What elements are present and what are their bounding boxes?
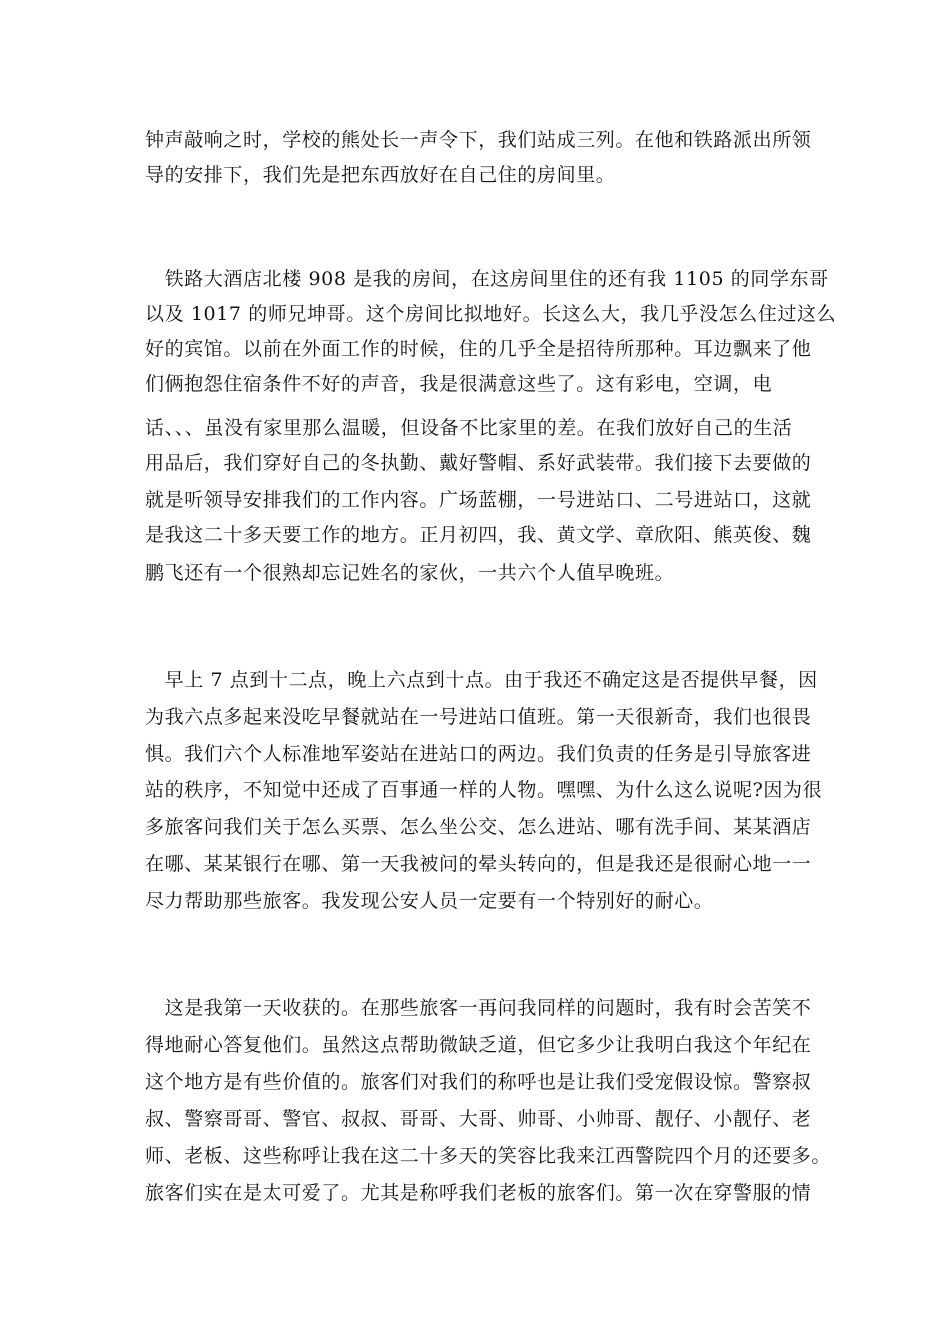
paragraph-2-line-8: 是我这二十多天要工作的地方。正月初四，我、黄文学、章欣阳、熊英俊、魏 <box>145 524 812 546</box>
paragraph-2-line-4: 们俩抱怨住宿条件不好的声音，我是很满意这些了。这有彩电，空调，电 <box>145 373 773 395</box>
paragraph-1-line-1: 钟声敲响之时，学校的熊处长一声令下，我们站成三列。在他和铁路派出所领 <box>145 129 812 151</box>
paragraph-2-line-3: 好的宾馆。以前在外面工作的时候，住的几乎全是招待所那种。耳边飘来了他 <box>145 338 812 360</box>
paragraph-1-line-2: 导的安排下，我们先是把东西放好在自己住的房间里。 <box>145 164 616 186</box>
paragraph-2-line-2: 以及 1017 的师兄坤哥。这个房间比拟地好。长这么大，我几乎没怎么住过这么 <box>145 303 837 325</box>
paragraph-2-line-6: 用品后，我们穿好自己的冬执勤、戴好警帽、系好武装带。我们接下去要做的 <box>145 452 812 474</box>
paragraph-3-line-4: 站的秩序，不知觉中还成了百事通一样的人物。嘿嘿、为什么这么说呢?因为很 <box>145 779 823 801</box>
paragraph-3-line-5: 多旅客问我们关于怎么买票、怎么坐公交、怎么进站、哪有洗手间、某某酒店 <box>145 816 812 838</box>
paragraph-2-line-9: 鹏飞还有一个很熟却忘记姓名的家伙，一共六个人值早晚班。 <box>145 562 675 584</box>
paragraph-2-line-7: 就是听领导安排我们的工作内容。广场蓝棚，一号进站口、二号进站口，这就 <box>145 489 812 511</box>
paragraph-3-line-6: 在哪、某某银行在哪、第一天我被问的晕头转向的，但是我还是很耐心地一一 <box>145 853 812 875</box>
paragraph-4-line-6: 旅客们实在是太可爱了。尤其是称呼我们老板的旅客们。第一次在穿警服的情 <box>145 1182 812 1204</box>
paragraph-3-line-3: 惧。我们六个人标准地军姿站在进站口的两边。我们负责的任务是引导旅客进 <box>145 743 812 765</box>
paragraph-4-line-2: 得地耐心答复他们。虽然这点帮助微缺乏道，但它多少让我明白我这个年纪在 <box>145 1034 812 1056</box>
paragraph-2-line-1: 铁路大酒店北楼 908 是我的房间，在这房间里住的还有我 1105 的同学东哥 <box>145 268 829 290</box>
paragraph-4-line-5: 师、老板、这些称呼让我在这二十多天的笑容比我来江西警院四个月的还要多。 <box>145 1145 832 1167</box>
paragraph-3-line-2: 为我六点多起来没吃早餐就站在一号进站口值班。第一天很新奇，我们也很畏 <box>145 706 812 728</box>
paragraph-4-line-4: 叔、警察哥哥、警官、叔叔、哥哥、大哥、帅哥、小帅哥、靓仔、小靓仔、老 <box>145 1108 812 1130</box>
paragraph-2-line-5: 话、、、虽没有家里那么温暖，但设备不比家里的差。在我们放好自己的生活 <box>145 417 793 439</box>
paragraph-3-line-7: 尽力帮助那些旅客。我发现公安人员一定要有一个特别好的耐心。 <box>145 890 714 912</box>
paragraph-4-line-3: 这个地方是有些价值的。旅客们对我们的称呼也是让我们受宠假设惊。警察叔 <box>145 1071 812 1093</box>
paragraph-4-line-1: 这是我第一天收获的。在那些旅客一再问我同样的问题时，我有时会苦笑不 <box>145 997 812 1019</box>
paragraph-3-line-1: 早上 7 点到十二点，晚上六点到十点。由于我还不确定这是否提供早餐，因 <box>145 669 818 691</box>
